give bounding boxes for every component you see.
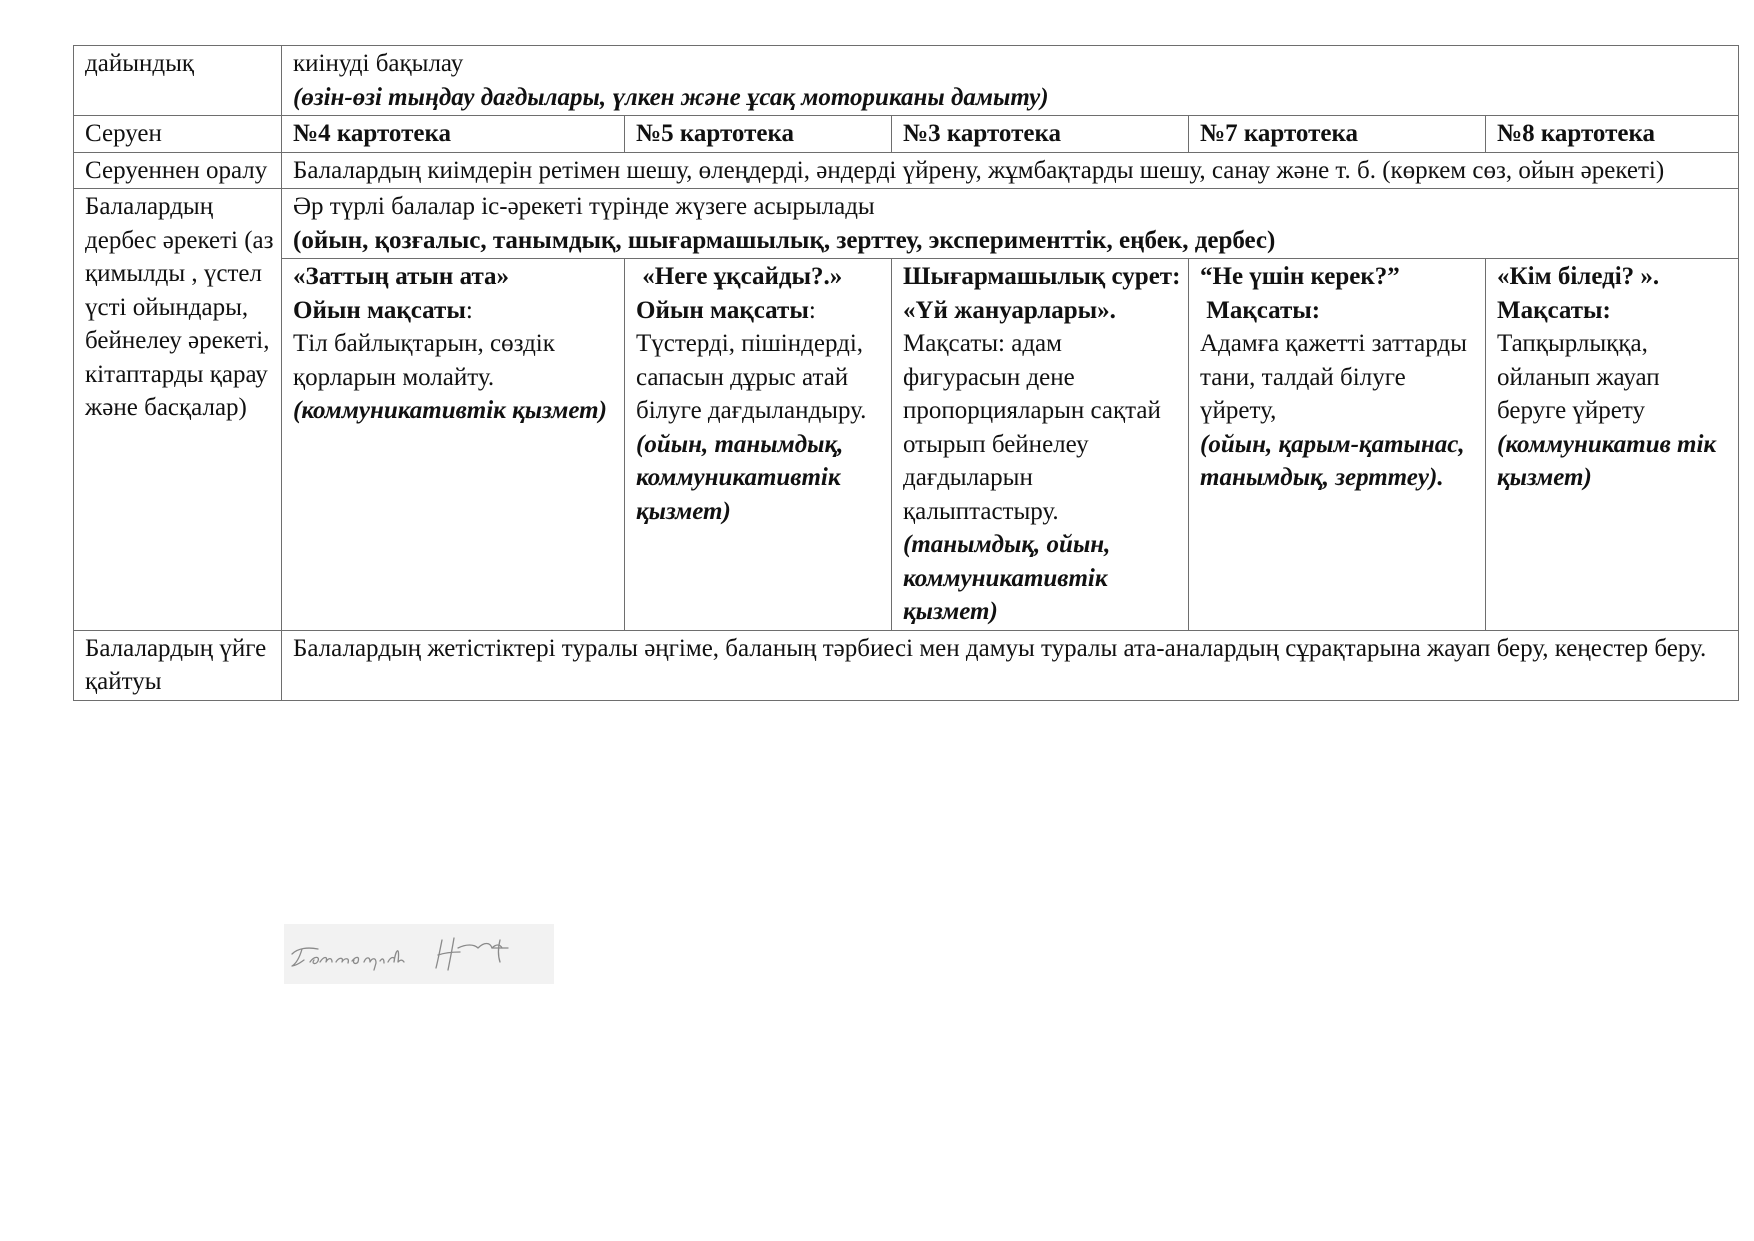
game-goal-colon: : [465,296,473,324]
walk-card-3: №3 картотека [892,116,1189,153]
game-title: «Кім біледі? ». [1497,263,1660,290]
row-label-walk: Серуен [74,116,282,153]
game-title: “Не үшін керек?” [1200,263,1400,290]
table-row-walk [74,116,1739,153]
return-walk-content: Балалардың киімдерін ретімен шешу, өлеңдерді, әндерді үйрену, жұмбақтарды шешу, санау және т. б. (көркем сөз, ойын әрекеті) [282,152,1739,189]
game-title: «Неге ұқсайды?.» [636,263,843,290]
row-label-return-walk: Серуеннен оралу [74,152,282,189]
game-goal-label: Ойын мақсаты [636,296,809,324]
table-row-prep [74,46,1739,116]
game-goal-colon: : [808,296,816,324]
game-goal: Адамға қажетті заттарды тани, талдай білуге үйрету, [1200,330,1467,424]
independent-intro-text: Әр түрлі балалар іс-әрекеті түрінде жүзеге асырылады [293,193,875,220]
walk-card-2: №5 картотека [625,116,892,153]
game-title: «Заттың атын ата» [293,263,510,290]
game-activity: (ойын, танымдық, коммуникативтік қызмет) [636,430,844,525]
walk-card-4: №7 картотека [1189,116,1486,153]
game-activity: (коммуникативтік қызмет) [293,397,607,424]
handwritten-signature [284,918,554,988]
game-goal: Тапқырлыққа, ойланып жауап беруге үйрету [1497,330,1660,424]
prep-line2: (өзін-өзі тыңдау дағдылары, үлкен және ұсақ моториканы дамыту) [293,83,1049,111]
going-home-content: Балалардың жетістіктері туралы әңгіме, баланың тәрбиесі мен дамуы туралы ата-аналардың сұрақтарына жауап беру, кеңестер беру. [282,630,1739,700]
game-goal: Тіл байлықтарын, сөздік қорларын молайту. [293,330,555,391]
game-cell-1 [282,259,625,631]
game-cell-5 [1486,259,1739,631]
game-cell-3 [892,259,1189,631]
walk-card-1: №4 картотека [282,116,625,153]
row-label-going-home: Балалардың үйге қайтуы [74,630,282,700]
game-activity: (ойын, қарым-қатынас, танымдық, зерттеу). [1200,430,1465,491]
game-goal-label: Мақсаты: [1497,296,1611,324]
walk-card-5: №8 картотека [1486,116,1739,153]
table-row-independent [74,189,1739,259]
independent-intro [282,189,1739,259]
game-cell-2 [625,259,892,631]
game-goal: Түстерді, пішіндерді, сапасын дұрыс атай білуге дағдыландыру. [636,330,867,424]
table-row-going-home [74,630,1739,700]
game-goal: Мақсаты: адам фигурасын дене пропорцияларын сақтай отырып бейнелеу дағдыларын қалыптастыру. [903,330,1161,525]
row-label-independent: Балалардың дербес әрекеті (аз қимылды , үстел үсті ойындары, бейнелеу әрекеті, кітаптарды қарау және басқалар) [74,189,282,631]
daily-plan-table [73,45,1739,701]
row-label-prep: дайындық [74,46,282,116]
game-activity: (танымдық, ойын, коммуникативтік қызмет) [903,531,1111,625]
prep-line1: киінуді бақылау [293,50,464,77]
game-activity: (коммуникатив тік қызмет) [1497,430,1717,491]
game-cell-4 [1189,259,1486,631]
prep-content [282,46,1739,116]
independent-intro-bold: (ойын, қозғалыс, танымдық, шығармашылық, зерттеу, эксперименттік, еңбек, дербес) [293,226,1276,254]
game-goal-label: Ойын мақсаты [293,296,466,324]
table-row-return-walk [74,152,1739,189]
game-title: Шығармашылық сурет: «Үй жануарлары». [903,263,1181,324]
game-goal-label: Мақсаты: [1200,296,1321,324]
table-row-games [74,259,1739,631]
